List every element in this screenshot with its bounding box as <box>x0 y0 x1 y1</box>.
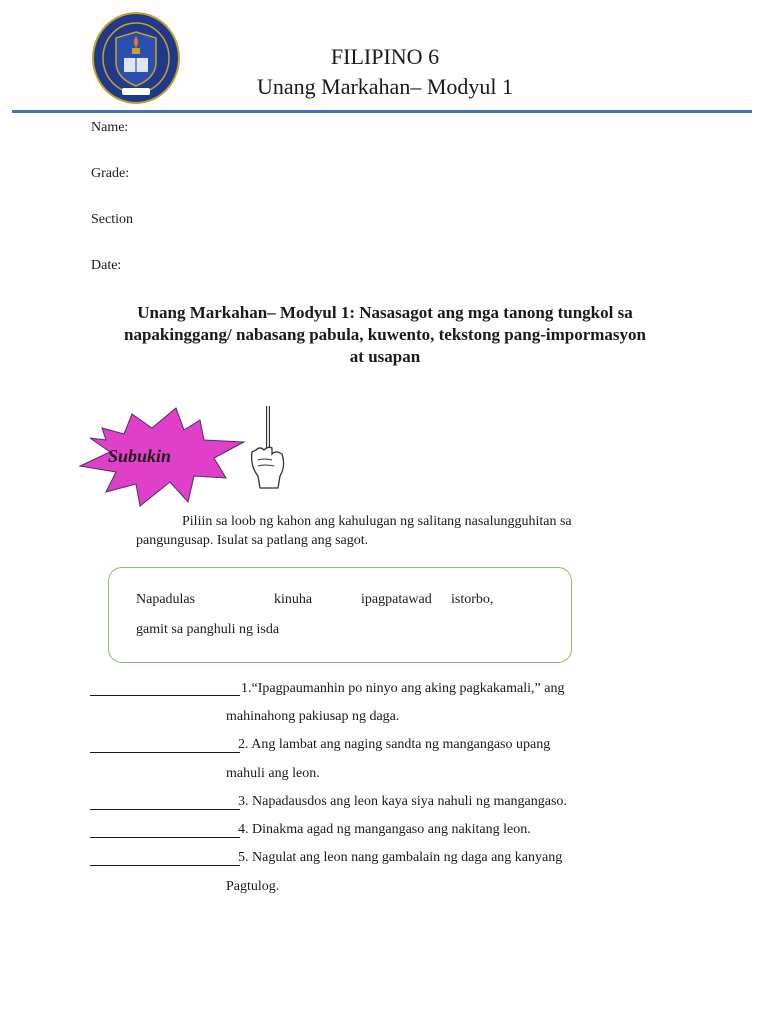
word-choice: kinuha <box>274 592 313 607</box>
header-divider <box>12 110 752 113</box>
page-subtitle: Unang Markahan– Modyul 1 <box>256 74 513 99</box>
answer-blank[interactable] <box>90 853 240 866</box>
hand-holding-pencil-icon <box>246 404 290 490</box>
word-choice: Napadulas <box>136 592 196 607</box>
word-choice: ipagpatawad <box>361 592 432 607</box>
answer-blank[interactable] <box>90 740 240 753</box>
lesson-heading-line: Unang Markahan– Modyul 1: Nasasagot ang mga tanong tungkol sa <box>137 303 633 322</box>
question-item: 4. Dinakma agad ng mangangaso ang nakitang leon. <box>238 822 531 837</box>
question-continuation: mahuli ang leon. <box>226 766 320 781</box>
subukin-label: Subukin <box>108 446 172 466</box>
school-seal-logo <box>92 12 180 104</box>
name-field-label: Name: <box>91 120 129 135</box>
date-field-label: Date: <box>91 258 122 273</box>
section-field-label: Section <box>91 212 133 227</box>
answer-blank[interactable] <box>90 683 240 696</box>
question-item: 5. Nagulat ang leon nang gambalain ng daga ang kanyang <box>238 850 563 865</box>
answer-blank[interactable] <box>90 797 240 810</box>
question-item: 1.“Ipagpaumanhin po ninyo ang aking pagkakamali,” ang <box>241 681 565 696</box>
lesson-heading <box>80 302 690 368</box>
lesson-heading-line: at usapan <box>349 347 421 366</box>
question-item: 3. Napadausdos ang leon kaya siya nahuli ng mangangaso. <box>238 794 567 809</box>
word-choices-box <box>108 567 572 663</box>
question-item: 2. Ang lambat ang naging sandta ng mangangaso upang <box>238 737 551 752</box>
answer-blank[interactable] <box>90 825 240 838</box>
question-continuation: Pagtulog. <box>226 879 280 894</box>
instruction-text: Piliin sa loob ng kahon ang kahulugan ng salitang nasalungguhitan sa <box>182 514 572 529</box>
question-continuation: mahinahong pakiusap ng daga. <box>226 709 400 724</box>
word-choice: gamit sa panghuli ng isda <box>136 622 280 637</box>
grade-field-label: Grade: <box>91 166 130 181</box>
lesson-heading-line: napakinggang/ nabasang pabula, kuwento, tekstong pang-impormasyon <box>124 325 646 344</box>
word-choice: istorbo, <box>451 592 494 607</box>
instruction-text: pangungusap. Isulat sa patlang ang sagot. <box>136 533 369 548</box>
page-title: FILIPINO 6 <box>330 44 440 69</box>
